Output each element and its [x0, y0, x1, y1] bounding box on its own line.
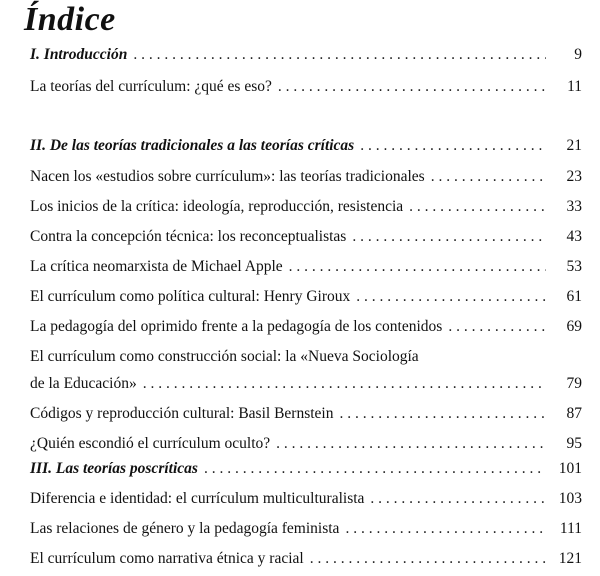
- toc-page-number: 95: [566, 435, 582, 452]
- toc-entry[interactable]: [30, 76, 582, 98]
- toc-entry[interactable]: [30, 433, 582, 455]
- leader-dots: [133, 44, 546, 66]
- leader-dots: [409, 196, 546, 218]
- toc-entry[interactable]: [30, 226, 582, 248]
- leader-dots: [448, 316, 546, 338]
- toc-entry-label-continuation: de la Educación»: [30, 375, 137, 392]
- toc-entry-label: Los inicios de la crítica: ideología, reproducción, resistencia: [30, 198, 404, 215]
- toc-entry-label: III. Las teorías poscríticas: [30, 460, 198, 477]
- toc-page-number: 111: [559, 520, 582, 537]
- toc-page-number: 53: [566, 258, 582, 275]
- leader-dots: [356, 286, 546, 308]
- toc-page-number: 87: [566, 405, 582, 422]
- toc-entry-label: Códigos y reproducción cultural: Basil Bernstein: [30, 405, 334, 422]
- leader-dots: [431, 166, 546, 188]
- toc-section-heading[interactable]: [30, 458, 582, 480]
- leader-dots: [370, 488, 546, 510]
- toc-entry-label: Diferencia e identidad: el currículum multiculturalista: [30, 490, 365, 507]
- toc-entry[interactable]: [30, 166, 582, 188]
- toc-entry[interactable]: [30, 286, 582, 308]
- toc-page-number: 23: [566, 168, 582, 185]
- toc-entry[interactable]: [30, 256, 582, 278]
- toc-entry-label: Contra la concepción técnica: los reconceptualistas: [30, 228, 347, 245]
- leader-dots: [276, 433, 546, 455]
- toc-entry-label: II. De las teorías tradicionales a las teorías críticas: [30, 137, 355, 154]
- toc-entry[interactable]: [30, 548, 582, 570]
- toc-page-number: 79: [566, 375, 582, 392]
- leader-dots: [352, 226, 546, 248]
- toc-entry-label: La crítica neomarxista de Michael Apple: [30, 258, 283, 275]
- leader-dots: [360, 135, 546, 157]
- toc-entry-label: La teorías del currículum: ¿qué es eso?: [30, 78, 272, 95]
- leader-dots: [289, 256, 546, 278]
- toc-page-number: 43: [566, 228, 582, 245]
- toc-entry-label: ¿Quién escondió el currículum oculto?: [30, 435, 271, 452]
- toc-page-number: 21: [566, 137, 582, 154]
- toc-page-number: 121: [558, 550, 582, 567]
- toc-entry[interactable]: [30, 373, 582, 395]
- toc-entry-label: El currículum como narrativa étnica y racial: [30, 550, 304, 567]
- toc-entry-label: Las relaciones de género y la pedagogía feminista: [30, 520, 340, 537]
- toc-entry-label: Nacen los «estudios sobre currículum»: las teorías tradicionales: [30, 168, 425, 185]
- toc-section-heading[interactable]: [30, 135, 582, 157]
- toc-entry[interactable]: [30, 196, 582, 218]
- toc-entry-label-line1[interactable]: El currículum como construcción social: la «Nueva Sociología: [30, 348, 419, 365]
- toc-page-number: 101: [558, 460, 582, 477]
- toc-page-number: 69: [566, 318, 582, 335]
- leader-dots: [345, 518, 546, 540]
- toc-page-number: 11: [567, 78, 582, 95]
- toc-page-number: 103: [558, 490, 582, 507]
- toc-entry[interactable]: [30, 316, 582, 338]
- toc-entry-label: La pedagogía del oprimido frente a la pedagogía de los contenidos: [30, 318, 443, 335]
- toc-page-number: 9: [574, 46, 582, 63]
- leader-dots: [204, 458, 546, 480]
- leader-dots: [339, 403, 546, 425]
- toc-entry[interactable]: [30, 518, 582, 540]
- toc-page-number: 33: [566, 198, 582, 215]
- leader-dots: [310, 548, 546, 570]
- toc-entry-label: El currículum como política cultural: Henry Giroux: [30, 288, 351, 305]
- toc-entry[interactable]: [30, 403, 582, 425]
- toc-page-number: 61: [566, 288, 582, 305]
- toc-section-heading[interactable]: [30, 44, 582, 66]
- toc-entry[interactable]: [30, 488, 582, 510]
- leader-dots: [143, 373, 546, 395]
- leader-dots: [278, 76, 546, 98]
- toc-entry-label: I. Introducción: [30, 46, 128, 63]
- page-title: Índice: [24, 1, 116, 38]
